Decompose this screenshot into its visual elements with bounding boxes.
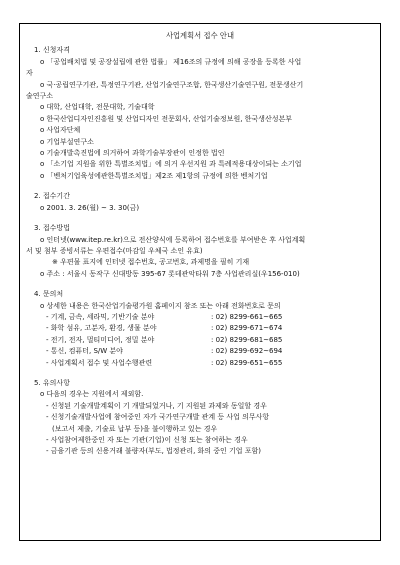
section-period	[26, 191, 374, 214]
contact-phone: : 02) 8299-651~655	[211, 358, 283, 367]
document-title: 사업계획서 접수 안내	[165, 31, 235, 40]
note-item: - 사업참여제한중인 자 또는 기관(기업)이 신청 또는 참여하는 경우	[46, 436, 248, 444]
section-eligibility	[26, 45, 374, 182]
contact-field: - 통신, 컴퓨터, S/W 분야	[46, 347, 123, 356]
note-item: - 금융기관 등의 신용거래 불량자(부도, 법정관리, 화의 중인 기업 포함)	[46, 447, 262, 456]
contact-phone: : 02) 8299-671~674	[211, 324, 283, 333]
contact-row	[26, 346, 374, 357]
section-heading: 3. 접수방법	[34, 224, 70, 233]
list-item: o 기술개발촉진법에 의거하여 과학기술부장관이 인정한 법인	[40, 149, 225, 158]
list-item: o 인터넷(www.itep.re.kr)으로 전산양식에 등록하여 접수번호를 부여받은 후 사업계획	[40, 235, 306, 244]
list-item: o 국·공립연구기관, 특정연구기관, 산업기술연구조합, 한국생산기술연구원, 전문생산기	[40, 80, 304, 89]
contact-row	[26, 358, 374, 369]
section-heading: 2. 접수기간	[34, 192, 70, 201]
list-item: o 「소기업 지원을 위한 특별조치법」에 의거 우선지원 과 특례적용대상이되는 소기업	[40, 160, 302, 169]
contact-row	[26, 335, 374, 346]
list-item-wrap: 자	[26, 69, 33, 78]
section-method	[26, 223, 374, 280]
list-item: o 한국산업디자인진흥원 및 산업디자인 전문회사, 산업기술정보원, 한국생산성본부	[40, 114, 292, 123]
list-item: o 주소 : 서울시 동작구 신대방동 395-67 롯데관악타워 7층 사업관리실(우156-010)	[40, 269, 300, 278]
section-heading: 1. 신청자격	[34, 46, 70, 55]
list-item: o 대학, 산업대학, 전문대학, 기술대학	[40, 103, 155, 112]
note-item-wrap: (보고서 제출, 기술료 납부 등)을 불이행하고 있는 경우	[52, 424, 218, 433]
list-item: o 「공업배치법 및 공장설립에 관한 법률」 제16조의 규정에 의해 공장을 등록한 사업	[40, 57, 302, 66]
note-item: - 신청기술개발사업에 참여중인 자가 국가연구개발 관계 등 사업 의무사항	[46, 413, 270, 422]
list-item: o 다음의 경우는 지원에서 제외함.	[40, 390, 144, 399]
section-heading: 4. 문의처	[34, 290, 64, 299]
contact-phone: : 02) 8299-681~685	[211, 335, 283, 344]
contact-field: - 사업계획서 접수 및 사업수행관련	[46, 358, 153, 367]
list-item-wrap: 서 및 첨부 증빙서류는 우편접수(마감일 우체국 소인 유효)	[26, 246, 203, 255]
contact-field: - 화학 섬유, 고분자, 환경, 생물 분야	[46, 324, 157, 333]
notice-box	[19, 23, 381, 541]
list-item: o 사업자단체	[40, 126, 81, 135]
contact-phone: : 02) 8299-692~694	[211, 347, 283, 356]
list-item: o 기업부설연구소	[40, 137, 94, 146]
note-item: - 신청된 기술개발계획이 기 개발되었거나, 기 지원된 과제와 동일할 경우	[46, 401, 267, 410]
notice-content	[20, 45, 380, 457]
contact-row	[26, 323, 374, 334]
contact-phone: : 02) 8299-661~665	[211, 312, 283, 321]
section-contact	[26, 289, 374, 369]
contact-field: - 기계, 금속, 세라믹, 기반기술 분야	[46, 312, 155, 321]
note-item: ※ 우편물 표지에 인터넷 접수번호, 공고번호, 과제명을 필히 기재	[52, 258, 250, 267]
contact-field: - 전기, 전자, 멀티미디어, 정밀 분야	[46, 335, 155, 344]
contact-row	[26, 312, 374, 323]
list-item: o 2001. 3. 26(월) ~ 3. 30(금)	[40, 203, 140, 212]
list-item: o 「벤처기업육성에관한특별조치법」제2조 제1항의 규정에 의한 벤처기업	[40, 171, 268, 180]
section-heading: 5. 유의사항	[34, 378, 70, 387]
list-item-wrap: 술연구소	[26, 92, 54, 101]
section-notes	[26, 378, 374, 458]
list-item: o 상세한 내용은 한국산업기술평가원 홈페이지 참조 또는 아래 전화번호로 문의	[40, 301, 281, 310]
